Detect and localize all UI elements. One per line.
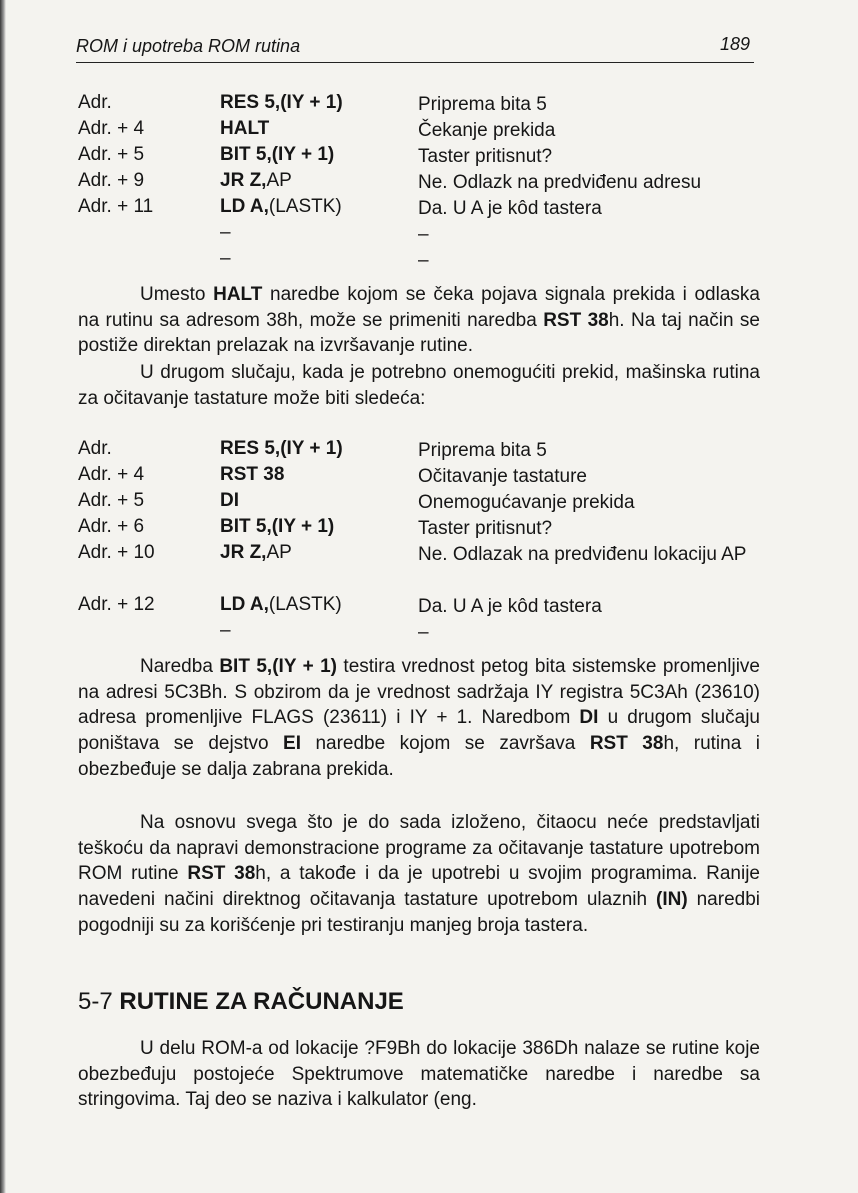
listing-comment: Ne. Odlazak na predviđenu lokaciju AP bbox=[418, 544, 747, 565]
listing-row bbox=[78, 594, 768, 620]
listing-opcode: BIT 5,(IY + 1) bbox=[220, 516, 335, 537]
listing-opcode: BIT 5,(IY + 1) bbox=[220, 144, 335, 165]
listing-operand: – bbox=[220, 248, 231, 269]
listing-opcode: DI bbox=[220, 490, 239, 511]
listing-address: Adr. + 12 bbox=[78, 594, 155, 615]
book-spine-shadow bbox=[0, 0, 6, 1193]
listing-comment: Priprema bita 5 bbox=[418, 94, 547, 115]
listing-address: Adr. bbox=[78, 438, 112, 459]
listing-address: Adr. + 5 bbox=[78, 490, 145, 511]
bold-run: HALT bbox=[213, 284, 263, 305]
listing-operand: – bbox=[220, 222, 231, 243]
listing-row bbox=[78, 620, 768, 646]
listing-operand: – bbox=[220, 620, 231, 641]
paragraph-second-case bbox=[78, 360, 760, 411]
listing-row bbox=[78, 92, 768, 118]
paragraph-calculator bbox=[78, 1036, 760, 1113]
listing-operand: AP bbox=[266, 542, 292, 563]
code-listing-2 bbox=[78, 438, 768, 646]
listing-row bbox=[78, 248, 768, 274]
text-run: u drugom slučaju poništava se dejstvo bbox=[78, 707, 760, 755]
bold-run: EI bbox=[283, 733, 301, 755]
text-run: Umesto bbox=[140, 284, 214, 305]
listing-comment: Priprema bita 5 bbox=[418, 440, 547, 461]
listing-comment: Čekanje prekida bbox=[418, 120, 556, 141]
listing-comment: – bbox=[418, 250, 429, 271]
section-heading bbox=[78, 988, 404, 1016]
listing-address: Adr. + 4 bbox=[78, 118, 145, 139]
listing-opcode: RES 5,(IY + 1) bbox=[220, 438, 343, 459]
text-run: h, rutina i obezbeđuje se dalja zabrana prekida. bbox=[78, 733, 760, 780]
paragraph-bit-test bbox=[78, 654, 760, 783]
text-run: naredbe kojom se završava bbox=[300, 733, 590, 755]
bold-run: RST 38 bbox=[187, 863, 256, 885]
listing-opcode: JR Z, bbox=[220, 542, 267, 563]
listing-comment: Da. U A je kôd tastera bbox=[418, 198, 602, 219]
listing-row bbox=[78, 222, 768, 248]
code-listing-1 bbox=[78, 92, 768, 274]
text-run: h. Na taj način se postiže direktan prelazak na izvršavanje rutine. bbox=[78, 309, 760, 357]
listing-operand: (LASTK) bbox=[268, 594, 342, 615]
bold-run: RST 38 bbox=[543, 309, 609, 331]
listing-address: Adr. + 11 bbox=[78, 196, 154, 217]
listing-operand: AP bbox=[266, 170, 292, 191]
bold-run: RST 38 bbox=[589, 733, 664, 755]
listing-row bbox=[78, 118, 768, 144]
listing-opcode: LD A, bbox=[220, 594, 269, 615]
listing-opcode: RES 5,(IY + 1) bbox=[220, 92, 343, 113]
listing-address: Adr. bbox=[78, 92, 112, 113]
listing-address: Adr. + 6 bbox=[78, 516, 145, 537]
paragraph-summary bbox=[78, 810, 760, 939]
page-number: 189 bbox=[719, 34, 750, 54]
section-title: RUTINE ZA RAČUNANJE bbox=[119, 988, 404, 1015]
listing-comment: – bbox=[418, 622, 429, 643]
section-number: 5-7 bbox=[78, 988, 113, 1015]
listing-address: Adr. + 4 bbox=[78, 464, 145, 485]
listing-comment: Taster pritisnut? bbox=[418, 518, 553, 539]
text-run: naredbi pogodniji su za korišćenje pri testiranju manjeg broja tastera. bbox=[78, 889, 760, 936]
bold-run: (IN) bbox=[656, 889, 688, 911]
listing-comment: Onemogućavanje prekida bbox=[418, 492, 635, 513]
listing-address: Adr. + 9 bbox=[78, 170, 145, 191]
text-run: U drugom slučaju, kada je potrebno onemogućiti prekid, mašinska rutina za očitavanje tastature može biti sledeća: bbox=[78, 362, 760, 409]
listing-comment: Ne. Odlazk na predviđenu adresu bbox=[418, 172, 702, 193]
listing-row bbox=[78, 464, 768, 490]
bold-run: DI bbox=[579, 707, 599, 729]
text-run: Na osnovu svega što je do sada izloženo, čitaocu neće predstavljati teškoću da napravi demonstracione programe za očitavanje tastature upotrebom ROM rutine bbox=[78, 812, 760, 885]
listing-row bbox=[78, 490, 768, 516]
listing-address: Adr. + 10 bbox=[78, 542, 155, 563]
paragraph-halt bbox=[78, 282, 760, 359]
listing-row bbox=[78, 516, 768, 542]
listing-operand: (LASTK) bbox=[268, 196, 342, 217]
listing-comment: – bbox=[418, 224, 429, 245]
bold-run: BIT 5,(IY + 1) bbox=[219, 656, 337, 677]
text-run: h, a takođe i da je upotrebi u svojim programima. Ranije navedeni načini direktnog očitavanja tastature upotrebom ulaznih bbox=[78, 863, 760, 911]
listing-address: Adr. + 5 bbox=[78, 144, 145, 165]
listing-opcode: JR Z, bbox=[220, 170, 267, 191]
listing-row bbox=[78, 170, 768, 196]
listing-comment: Očitavanje tastature bbox=[418, 466, 587, 487]
text-run: naredbe kojom se čeka pojava signala prekida i odlaska na rutinu sa adresom 38h, može se primeniti naredba bbox=[78, 284, 760, 331]
page-header bbox=[76, 34, 754, 63]
listing-row bbox=[78, 438, 768, 464]
listing-row bbox=[78, 196, 768, 222]
text-run: testira vrednost petog bita sistemske promenljive na adresi 5C3Bh. S obzirom da je vrednost sadržaja IY registra 5C3Ah (23610) adresa promenljive FLAGS (23611) i IY + 1. Naredbom bbox=[78, 656, 760, 729]
text-run: Naredba bbox=[140, 656, 220, 677]
text-run: U delu ROM-a od lokacije ?F9Bh do lokacije 386Dh nalaze se rutine koje obezbeđuju postojeće Spektrumove matematičke naredbe i naredbe sa stringovima. Taj deo se naziva i kalkulator (eng. bbox=[78, 1038, 760, 1111]
listing-comment: Da. U A je kôd tastera bbox=[418, 596, 602, 617]
listing-row bbox=[78, 144, 768, 170]
listing-comment: Taster pritisnut? bbox=[418, 146, 553, 167]
listing-opcode: HALT bbox=[220, 118, 270, 139]
listing-row bbox=[78, 542, 768, 594]
listing-opcode: RST 38 bbox=[220, 464, 285, 485]
running-title: ROM i upotreba ROM rutina bbox=[76, 36, 301, 56]
listing-opcode: LD A, bbox=[220, 196, 269, 217]
